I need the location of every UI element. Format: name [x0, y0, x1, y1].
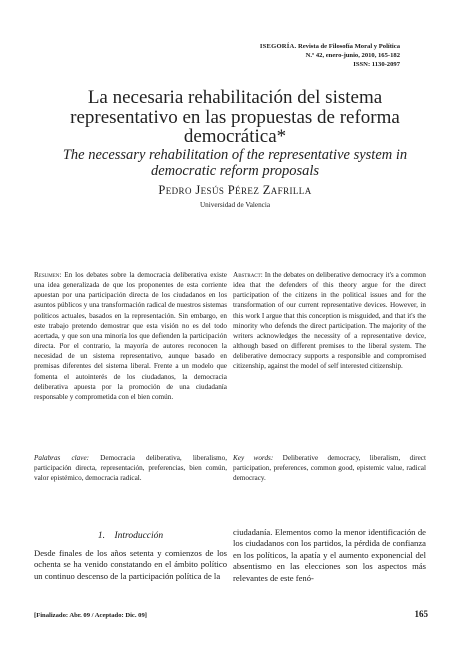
resumen-block: [34, 270, 227, 402]
abstract-label: Abstract:: [233, 271, 263, 279]
journal-issn: ISSN: 1130-2097: [353, 61, 400, 68]
keywords-en-label: Key words:: [233, 454, 274, 462]
journal-name: ISEGORÍA.: [259, 43, 297, 50]
article-title: La necesaria rehabilitación del sistema representativo en las propuestas de reforma democrática*: [70, 87, 400, 147]
keywords-en-text: Deliberative democracy, liberalism, direct participation, preferences, common good, epistemic value, radical democracy.: [233, 454, 426, 483]
article-author: Pedro Jesús Pérez Zafrilla: [158, 183, 312, 197]
submission-dates: [Finalizado: Abr. 09 / Aceptado: Dic. 09]: [34, 612, 147, 619]
resumen-text: En los debates sobre la democracia deliberativa existe una idea generalizada de que los proponentes de esta corriente apuestan por una participación directa de los ciudadanos en los asuntos públicos y una transformación radical de nuestros sistemas políticos actuales, basados en la representación. Sin embargo, en este trabajo pretendo demostrar que esta visión no es del todo acertada, y que son una minoría los que defienden la participación directa. Por el contrario, la mayoría de autores reconocen la necesidad de un sistema representativo, aunque basado en premisas diferentes del sistema liberal. Frente a un modelo que fomenta el autointerés de los ciudadanos, la democracia deliberativa apuesta por la promoción de una ciudadanía responsable y comprometida con el bien común.: [34, 271, 228, 401]
journal-issue: N.º 42, enero-junio, 2010, 165-182: [305, 52, 400, 59]
page-number: 165: [414, 609, 428, 619]
abstract-block: [233, 270, 426, 372]
body-text-left: [34, 548, 227, 582]
section-heading: [34, 531, 227, 541]
journal-subtitle: Revista de Filosofía Moral y Política: [297, 43, 400, 50]
keywords-es-label: Palabras clave:: [34, 454, 90, 462]
author-affiliation: Universidad de Valencia: [199, 201, 271, 209]
resumen-label: Resumen:: [34, 271, 62, 279]
journal-header: [140, 42, 400, 69]
keywords-es-text: Democracia deliberativa, liberalismo, participación directa, representación, preferencias, bien común, valor epistémico, democracia radical.: [34, 454, 227, 483]
body-text-right: [233, 527, 426, 584]
section-title: Introducción: [114, 531, 164, 541]
keywords-en-block: [233, 453, 426, 483]
article-subtitle: The necessary rehabilitation of the representative system in democratic reform proposals: [62, 147, 408, 179]
abstract-text: In the debates on deliberative democracy it's a common idea that the defenders of this theory argue for the direct participation of the citizens in the political issues and for the transformation of our current representative devices. However, in this work I argue that this conception is misguided, and that it's the minority who defends the direct participation. The majority of the writers acknowledges the necessity of a representative device, although based on different premises to the liberal system. The deliberative democracy supports a responsible and compromised citizenship, against the model of self interested citizenship.: [233, 271, 427, 371]
keywords-es-block: [34, 453, 227, 483]
section-number: 1.: [97, 531, 105, 541]
body-paragraph-right: ciudadanía. Elementos como la menor identificación de los ciudadanos con los partidos, la pérdida de confianza en los políticos, la apatía y el aumento exponencial del absentismo en las elecciones son los aspectos más relevantes de este fenó-: [233, 527, 426, 583]
body-paragraph-left: Desde finales de los años setenta y comienzos de los ochenta se ha venido constatando en el ámbito político un continuo descenso de la participación política de la: [34, 548, 227, 581]
